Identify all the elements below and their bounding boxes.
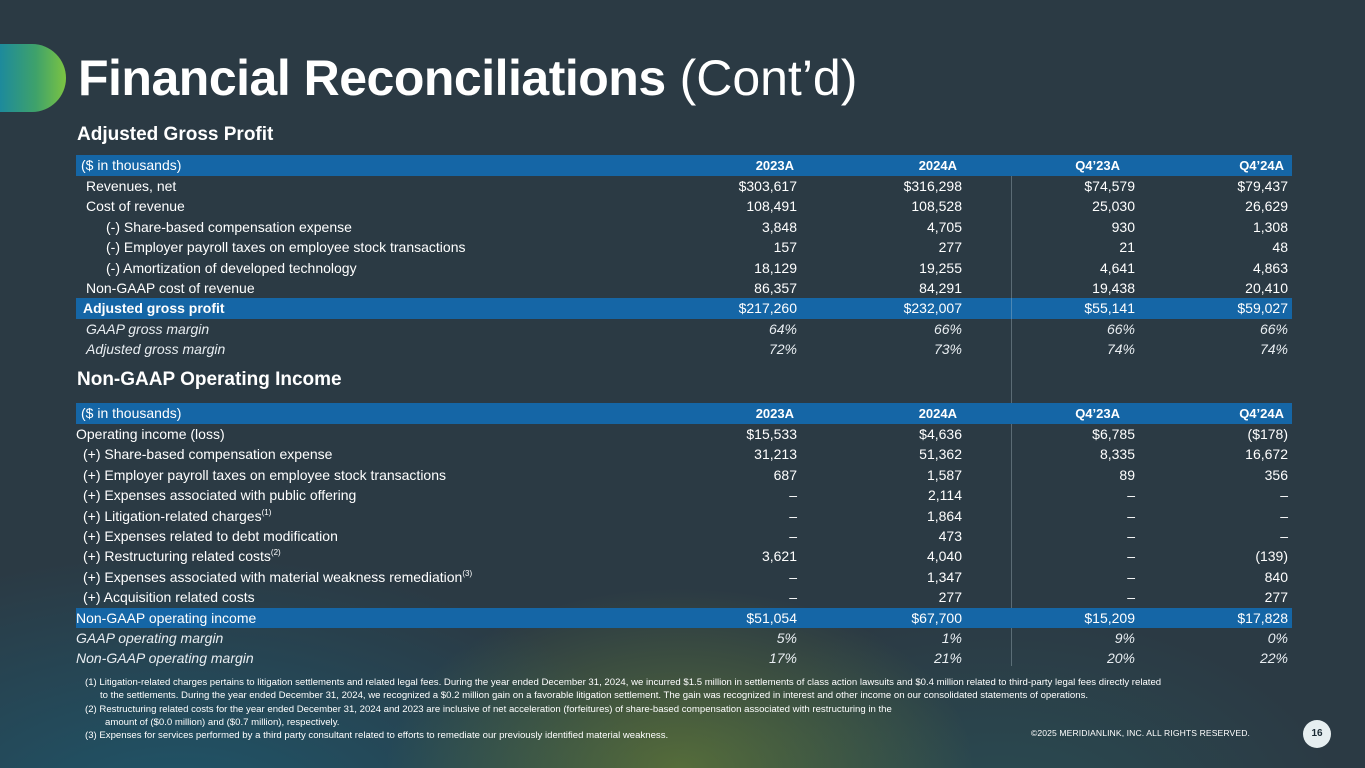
- cell-value: 16,672: [1245, 446, 1288, 463]
- row-label: Adjusted gross margin: [86, 341, 226, 358]
- cell-value: 74%: [1106, 341, 1135, 358]
- cell-value: 48: [1272, 239, 1288, 256]
- footnote-ref: (2): [270, 548, 281, 558]
- cell-value: –: [1127, 548, 1135, 565]
- cell-value: ($178): [1247, 426, 1288, 442]
- row-label: [83, 567, 472, 587]
- cell-value: 3,848: [761, 218, 797, 235]
- row-label: [83, 506, 271, 526]
- cell-value: 21: [1119, 239, 1135, 256]
- cell-value: 9%: [1114, 629, 1135, 646]
- cell-value: 4,641: [1099, 259, 1135, 276]
- cell-value: 0%: [1267, 629, 1288, 646]
- cell-value: 74%: [1259, 341, 1288, 358]
- cell-value: 3,621: [761, 548, 797, 565]
- cell-value: (139): [1255, 548, 1288, 565]
- cell-value: 51,362: [919, 446, 962, 463]
- page-title: [78, 46, 857, 110]
- cell-value: –: [1280, 527, 1288, 544]
- cell-value: 687: [773, 466, 797, 483]
- cell-value: 64%: [768, 320, 797, 337]
- footnote-1-continued: to the settlements. During the year ended December 31, 2024, we recognized a $0.2 million gain on a favorable litigation settlement. The gain was recognized in interest and other income on our consolidated statements of operations.: [100, 690, 1089, 702]
- section-title-non-gaap-operating-income: Non-GAAP Operating Income: [77, 369, 342, 390]
- cell-value: 17%: [768, 650, 797, 667]
- page-number: 16: [1303, 720, 1331, 748]
- row-label: Adjusted gross profit: [83, 300, 225, 317]
- cell-value: $51,054: [746, 609, 797, 626]
- table-row: [76, 567, 1292, 587]
- cell-value: $15,533: [746, 426, 797, 442]
- cell-value: 26,629: [1245, 198, 1288, 215]
- cell-value: 473: [938, 527, 962, 544]
- cell-value: 5%: [776, 629, 797, 646]
- cell-value: –: [789, 589, 797, 606]
- cell-value: 25,030: [1092, 198, 1135, 215]
- table-row: [76, 526, 1292, 546]
- cell-value: 73%: [933, 341, 962, 358]
- cell-value: 22%: [1259, 650, 1288, 667]
- cell-value: –: [1127, 527, 1135, 544]
- column-header: Q4’23A: [1075, 406, 1120, 421]
- cell-value: 930: [1111, 218, 1135, 235]
- cell-value: 8,335: [1099, 446, 1135, 463]
- row-label: [83, 546, 281, 566]
- row-label: Non-GAAP cost of revenue: [86, 279, 255, 296]
- cell-value: –: [1280, 487, 1288, 504]
- cell-value: 18,129: [754, 259, 797, 276]
- row-label: (+) Expenses associated with public offering: [83, 487, 357, 504]
- table-total-row: [76, 298, 1292, 318]
- cell-value: 1%: [941, 629, 962, 646]
- non-gaap-operating-income-table: [76, 403, 1292, 669]
- table-row: [76, 587, 1292, 607]
- footnote-ref: (3): [462, 568, 473, 578]
- table-row: [76, 217, 1292, 237]
- cell-value: $74,579: [1084, 178, 1135, 194]
- cell-value: 4,040: [926, 548, 962, 565]
- table-header-row: [76, 155, 1292, 176]
- copyright-notice: ©2025 MERIDIANLINK, INC. ALL RIGHTS RESERVED.: [1030, 728, 1250, 738]
- row-label: Cost of revenue: [86, 198, 185, 215]
- cell-value: 19,255: [919, 259, 962, 276]
- column-header: 2024A: [918, 158, 957, 173]
- page-title-main: Financial Reconciliations: [78, 50, 666, 106]
- row-label: (+) Expenses related to debt modification: [83, 527, 338, 544]
- cell-value: –: [1280, 507, 1288, 524]
- row-label: Revenues, net: [86, 178, 177, 194]
- table-row: [76, 648, 1292, 668]
- cell-value: $15,209: [1084, 609, 1135, 626]
- row-label: (-) Employer payroll taxes on employee stock transactions: [106, 239, 466, 256]
- cell-value: 66%: [1259, 320, 1288, 337]
- table-row: [76, 546, 1292, 566]
- cell-value: $303,617: [738, 178, 797, 194]
- cell-value: 20,410: [1245, 279, 1288, 296]
- cell-value: 4,863: [1252, 259, 1288, 276]
- footnote-ref: (1): [261, 507, 272, 517]
- row-label: (+) Acquisition related costs: [83, 589, 255, 606]
- cell-value: 72%: [768, 341, 797, 358]
- cell-value: $67,700: [911, 609, 962, 626]
- cell-value: $217,260: [738, 300, 797, 317]
- cell-value: 66%: [1106, 320, 1135, 337]
- cell-value: –: [1127, 568, 1135, 585]
- cell-value: –: [789, 527, 797, 544]
- units-label: ($ in thousands): [81, 405, 182, 421]
- column-header: Q4’24A: [1239, 406, 1284, 421]
- cell-value: –: [1127, 507, 1135, 524]
- cell-value: 1,308: [1252, 218, 1288, 235]
- row-label: (+) Share-based compensation expense: [83, 446, 333, 463]
- cell-value: 277: [938, 239, 962, 256]
- cell-value: 157: [773, 239, 797, 256]
- table-row: [76, 339, 1292, 359]
- section-title-adjusted-gross-profit: Adjusted Gross Profit: [77, 124, 274, 145]
- table-total-row: [76, 608, 1292, 628]
- cell-value: $17,828: [1237, 609, 1288, 626]
- cell-value: $79,437: [1237, 178, 1288, 194]
- adjusted-gross-profit-table: [76, 155, 1292, 360]
- cell-value: 2,114: [928, 487, 962, 504]
- cell-value: 277: [938, 589, 962, 606]
- column-header: Q4’24A: [1239, 158, 1284, 173]
- table-row: [76, 176, 1292, 196]
- cell-value: 66%: [933, 320, 962, 337]
- row-label: Non-GAAP operating income: [76, 609, 257, 626]
- cell-value: 19,438: [1092, 279, 1135, 296]
- footnote-2-continued: amount of ($0.0 million) and ($0.7 million), respectively.: [105, 716, 340, 728]
- table-row: [76, 424, 1292, 444]
- cell-value: 86,357: [754, 279, 797, 296]
- row-label: GAAP operating margin: [76, 629, 224, 646]
- table-row: [76, 465, 1292, 485]
- cell-value: 1,587: [926, 466, 962, 483]
- table-row: [76, 628, 1292, 648]
- cell-value: –: [1127, 487, 1135, 504]
- cell-value: 277: [1264, 589, 1288, 606]
- cell-value: –: [1127, 589, 1135, 606]
- cell-value: 31,213: [754, 446, 797, 463]
- row-label-text: (+) Expenses associated with material weakness remediation: [83, 568, 463, 585]
- row-label: (-) Amortization of developed technology: [106, 259, 357, 276]
- cell-value: 20%: [1106, 650, 1135, 667]
- footnote-2: (2) Restructuring related costs for the year ended December 31, 2024 and 2023 are inclusive of net acceleration (forfeitures) of share-based compensation associated with restructuring in the: [85, 703, 892, 715]
- cell-value: $4,636: [919, 426, 962, 442]
- column-header: 2023A: [755, 406, 794, 421]
- table-row: [76, 506, 1292, 526]
- brand-accent-shape: [0, 44, 66, 112]
- page-title-suffix: (Cont’d): [679, 50, 858, 106]
- column-header: 2024A: [918, 406, 957, 421]
- footnote-1: (1) Litigation-related charges pertains to litigation settlements and related legal fees. During the year ended December 31, 2024, we incurred $1.5 million in settlements of class action lawsuits and $0.4 million related to third-party legal fees directly related: [85, 677, 1162, 688]
- cell-value: 108,491: [746, 198, 797, 215]
- cell-value: $6,785: [1092, 426, 1135, 442]
- column-header: 2023A: [755, 158, 794, 173]
- cell-value: 1,347: [926, 568, 962, 585]
- table-row: [76, 278, 1292, 298]
- column-header: Q4’23A: [1075, 158, 1120, 173]
- table-row: [76, 319, 1292, 339]
- row-label: Non-GAAP operating margin: [76, 650, 254, 667]
- cell-value: $316,298: [903, 178, 962, 194]
- cell-value: $59,027: [1237, 300, 1288, 317]
- cell-value: –: [789, 507, 797, 524]
- table-row: [76, 258, 1292, 278]
- row-label: (+) Employer payroll taxes on employee stock transactions: [83, 466, 446, 483]
- row-label: GAAP gross margin: [86, 320, 210, 337]
- cell-value: –: [789, 487, 797, 504]
- cell-value: 1,864: [926, 507, 962, 524]
- cell-value: 4,705: [926, 218, 962, 235]
- cell-value: $55,141: [1084, 300, 1135, 317]
- row-label: (-) Share-based compensation expense: [106, 218, 352, 235]
- cell-value: 840: [1264, 568, 1288, 585]
- cell-value: $232,007: [903, 300, 962, 317]
- row-label-text: (+) Restructuring related costs: [83, 548, 271, 565]
- units-label: ($ in thousands): [81, 157, 182, 173]
- cell-value: 356: [1264, 466, 1288, 483]
- table-row: [76, 485, 1292, 505]
- footnote-3: (3) Expenses for services performed by a third party consultant related to efforts to remediate our previously identified material weakness.: [85, 730, 669, 742]
- table-row: [76, 196, 1292, 216]
- cell-value: 21%: [933, 650, 962, 667]
- cell-value: –: [789, 568, 797, 585]
- row-label: Operating income (loss): [76, 426, 225, 442]
- row-label-text: (+) Litigation-related charges: [83, 507, 262, 524]
- table-row: [76, 444, 1292, 464]
- cell-value: 89: [1119, 466, 1135, 483]
- cell-value: 84,291: [919, 279, 962, 296]
- table-header-row: [76, 403, 1292, 424]
- table-row: [76, 237, 1292, 257]
- cell-value: 108,528: [911, 198, 962, 215]
